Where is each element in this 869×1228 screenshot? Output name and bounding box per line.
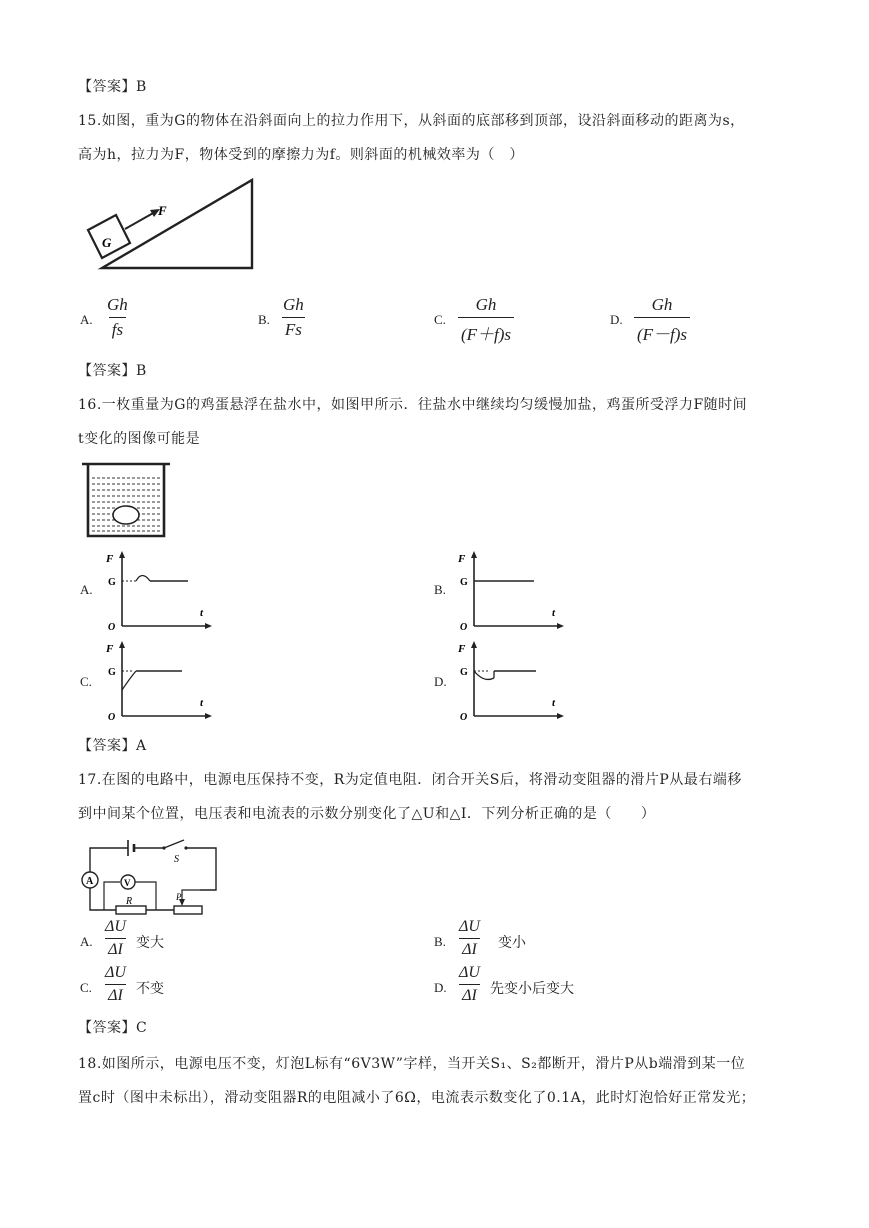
q16-graph-c — [104, 638, 214, 722]
y-axis-label: F — [106, 553, 114, 565]
q16-option-b-label: B. — [434, 582, 446, 597]
q15-option-d-label: D. — [610, 312, 623, 327]
ammeter-label: A — [86, 876, 94, 887]
q17-option-d-numerator: ΔU — [459, 964, 480, 981]
q16-option-c-label: C. — [80, 674, 92, 689]
q17-option-a-fraction — [102, 918, 129, 959]
x-axis-label: t — [552, 697, 556, 709]
g-label: G — [108, 667, 116, 678]
q17-option-c-fraction — [102, 964, 129, 1005]
q17-option-a-denominator: ΔI — [105, 938, 126, 959]
q15-option-d-fraction — [634, 295, 690, 345]
y-axis-label: F — [106, 643, 114, 655]
q15-option-c-denominator: (F＋f)s — [458, 317, 514, 345]
q15-option-b-fraction — [280, 295, 307, 340]
q17-option-c-label: C. — [80, 980, 92, 995]
force-label: F — [158, 203, 167, 218]
q15-option-a-denominator: fs — [109, 317, 126, 340]
answer-16: 【答案】A — [78, 738, 147, 754]
question-18-line-2: 置c时（图中未标出），滑动变阻器R的电阻减小了6Ω，电流表示数变化了0.1A，此时灯泡恰好正常发光； — [78, 1090, 756, 1106]
q17-option-b-text: 变小 — [498, 935, 526, 951]
answer-14: 【答案】B — [78, 79, 147, 95]
rheostat — [174, 906, 202, 914]
q17-option-a-label: A. — [80, 934, 93, 949]
q15-option-a-fraction — [104, 295, 131, 340]
switch-label: S — [174, 854, 179, 865]
q16-graph-d — [456, 638, 566, 722]
question-16-line-1: 16.一枚重量为G的鸡蛋悬浮在盐水中，如图甲所示．往盐水中继续均匀缓慢加盐，鸡蛋所受浮力F随时间 — [78, 397, 748, 413]
q17-option-a-numerator: ΔU — [105, 918, 126, 935]
q17-option-d-label: D. — [434, 980, 447, 995]
q17-option-d-fraction — [456, 964, 483, 1005]
origin-label: O — [108, 622, 116, 632]
resistor-r — [116, 906, 146, 914]
q17-option-d-denominator: ΔI — [459, 984, 480, 1005]
slider-label: P — [176, 892, 182, 902]
block-label: G — [102, 235, 112, 250]
y-axis-label: F — [458, 643, 466, 655]
answer-15: 【答案】B — [78, 363, 147, 379]
q17-option-c-text: 不变 — [136, 981, 164, 997]
q17-option-c-numerator: ΔU — [105, 964, 126, 981]
q16-graph-b — [456, 548, 566, 632]
question-18-line-1: 18.如图所示，电源电压不变，灯泡L标有“6V3W”字样，当开关S₁、S₂都断开，滑片P从b端滑到某一位 — [78, 1056, 746, 1072]
egg-shape — [113, 506, 139, 524]
q15-option-b-numerator: Gh — [283, 295, 304, 314]
beaker-figure — [78, 460, 174, 540]
resistor-label: R — [126, 896, 133, 907]
q15-option-d-denominator: (F－f)s — [634, 317, 690, 345]
q17-option-b-numerator: ΔU — [459, 918, 480, 935]
q15-option-a-label: A. — [80, 312, 93, 327]
switch-blade — [164, 840, 184, 848]
origin-label: O — [460, 622, 468, 632]
q15-option-a-numerator: Gh — [107, 295, 128, 314]
question-15-line-1: 15.如图，重为G的物体在沿斜面向上的拉力作用下，从斜面的底部移到顶部，设沿斜面移动的距离为s， — [78, 113, 745, 129]
answer-17: 【答案】C — [78, 1020, 148, 1036]
y-axis-label: F — [458, 553, 466, 565]
incline-figure — [80, 175, 260, 275]
q16-graph-a — [104, 548, 214, 632]
q15-option-b-label: B. — [258, 312, 270, 327]
q15-option-d-numerator: Gh — [651, 295, 673, 314]
q15-option-c-fraction — [458, 295, 514, 345]
question-16-line-2: t变化的图像可能是 — [78, 431, 201, 447]
q17-option-d-text: 先变小后变大 — [490, 981, 574, 997]
q17-option-c-denominator: ΔI — [105, 984, 126, 1005]
question-17-line-1: 17.在图的电路中，电源电压保持不变，R为定值电阻．闭合开关S后，将滑动变阻器的滑片P从最右端移 — [78, 772, 742, 788]
x-axis-label: t — [552, 607, 556, 619]
voltmeter-label: V — [124, 878, 131, 888]
q17-option-b-fraction — [456, 918, 483, 959]
origin-label: O — [460, 712, 468, 722]
x-axis-label: t — [200, 607, 204, 619]
q15-option-c-label: C. — [434, 312, 446, 327]
question-17-line-2: 到中间某个位置，电压表和电流表的示数分别变化了△U和△I．下列分析正确的是（ ） — [78, 806, 656, 822]
q16-option-a-label: A. — [80, 582, 93, 597]
g-label: G — [460, 577, 468, 588]
q17-option-a-text: 变大 — [136, 935, 164, 951]
origin-label: O — [108, 712, 116, 722]
q16-option-d-label: D. — [434, 674, 447, 689]
circuit-figure-17 — [76, 834, 226, 916]
x-axis-label: t — [200, 697, 204, 709]
q15-option-b-denominator: Fs — [282, 317, 305, 340]
question-15-line-2: 高为h，拉力为F，物体受到的摩擦力为f。则斜面的机械效率为（ ） — [78, 147, 524, 163]
g-label: G — [460, 667, 468, 678]
q15-option-c-numerator: Gh — [475, 295, 497, 314]
g-label: G — [108, 577, 116, 588]
q17-option-b-label: B. — [434, 934, 446, 949]
q17-option-b-denominator: ΔI — [459, 938, 480, 959]
